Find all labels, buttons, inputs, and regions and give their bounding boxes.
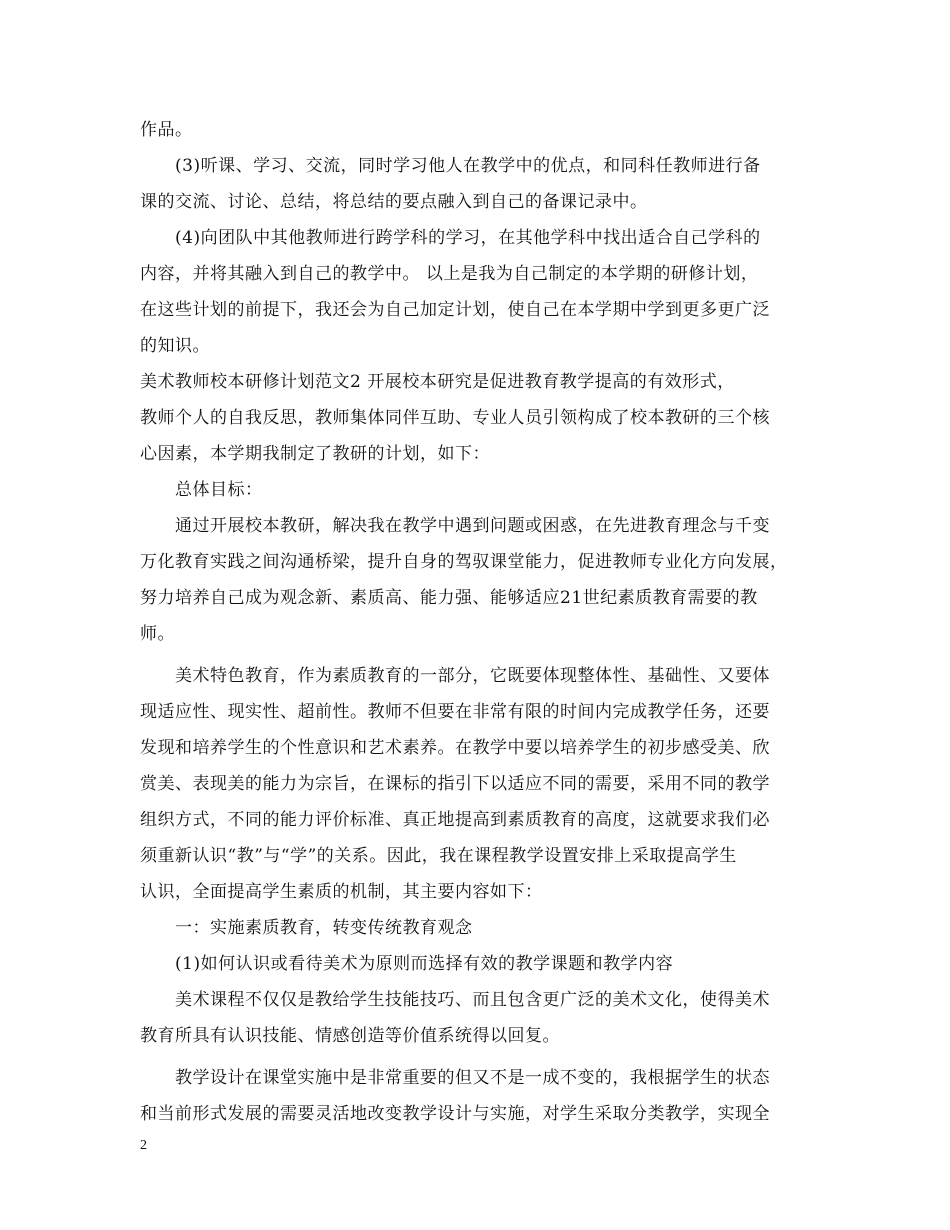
text-line: 组织方式，不同的能力评价标准、真正地提高到素质教育的高度，这就要求我们必 (140, 810, 770, 830)
text-line: 教育所具有认识技能、情感创造等价值系统得以回复。 (140, 1026, 560, 1046)
text-line: 万化教育实践之间沟通桥梁，提升自身的驾驭课堂能力，促进教师专业化方向发展， (140, 552, 788, 572)
text-line: 现适应性、现实性、超前性。教师不但要在非常有限的时间内完成教学任务，还要 (140, 702, 770, 722)
section-heading-line: 美术教师校本研修计划范文2 开展校本研究是促进教育教学提高的有效形式， (140, 372, 735, 392)
text-line: 和当前形式发展的需要灵活地改变教学设计与实施，对学生采取分类教学，实现全 (140, 1104, 770, 1124)
text-line: 发现和培养学生的个性意识和艺术素养。在教学中要以培养学生的初步感受美、欣 (140, 738, 770, 758)
text-line: 心因素，本学期我制定了教研的计划，如下： (140, 444, 490, 464)
text-line: 师。 (140, 624, 175, 644)
text-line: 在这些计划的前提下，我还会为自己加定计划，使自己在本学期中学到更多更广泛 (140, 300, 770, 320)
text-line: 美术课程不仅仅是教给学生技能技巧、而且包含更广泛的美术文化，使得美术 (175, 990, 770, 1010)
document-body (140, 112, 812, 1132)
text-line: 作品。 (140, 120, 193, 140)
text-line: (4)向团队中其他教师进行跨学科的学习，在其他学科中找出适合自己学科的 (175, 228, 761, 248)
text-line: 认识，全面提高学生素质的机制，其主要内容如下： (140, 882, 543, 902)
text-line: 努力培养自己成为观念新、素质高、能力强、能够适应21世纪素质教育需要的教 (140, 588, 758, 608)
page-number: 2 (140, 1138, 147, 1153)
subheading-line: 一：实施素质教育，转变传统教育观念 (175, 918, 473, 938)
text-line: 赏美、表现美的能力为宗旨，在课标的指引下以适应不同的需要，采用不同的教学 (140, 774, 770, 794)
text-line: 通过开展校本教研，解决我在教学中遇到问题或困惑，在先进教育理念与千变 (175, 516, 770, 536)
subheading-line: 总体目标： (175, 480, 263, 500)
subheading-line: (1)如何认识或看待美术为原则而选择有效的教学课题和教学内容 (175, 954, 674, 974)
text-line: 内容，并将其融入到自己的教学中。 以上是我为自己制定的本学期的研修计划， (140, 264, 759, 284)
text-line: 须重新认识“教”与“学”的关系。因此，我在课程教学设置安排上采取提高学生 (140, 846, 737, 866)
text-line: (3)听课、学习、交流，同时学习他人在教学中的优点，和同科任教师进行备 (175, 156, 761, 176)
text-line: 美术特色教育，作为素质教育的一部分，它既要体现整体性、基础性、又要体 (175, 666, 770, 686)
text-line: 教师个人的自我反思，教师集体同伴互助、专业人员引领构成了校本教研的三个核 (140, 408, 770, 428)
text-line: 的知识。 (140, 336, 210, 356)
text-line: 课的交流、讨论、总结，将总结的要点融入到自己的备课记录中。 (140, 192, 648, 212)
text-line: 教学设计在课堂实施中是非常重要的但又不是一成不变的，我根据学生的状态 (175, 1068, 770, 1088)
